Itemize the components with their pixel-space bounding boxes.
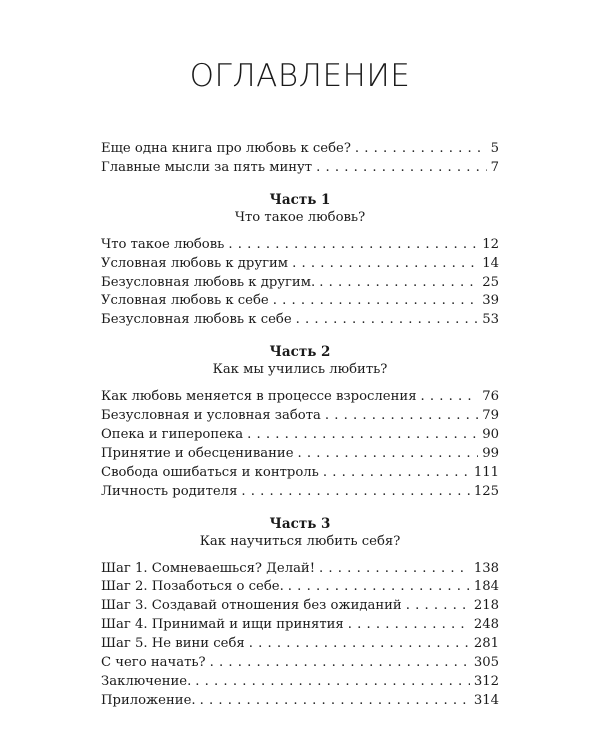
toc-entry-label: Условная любовь к другим <box>101 255 289 271</box>
part-subtitle: Как мы учились любить? <box>212 362 388 378</box>
toc-entry-page: 138 <box>473 560 499 576</box>
part-heading: Часть 1 <box>269 191 331 208</box>
page-title: ОГЛАВЛЕНИЕ <box>189 58 411 94</box>
toc-entry <box>101 445 499 464</box>
toc-entry <box>101 483 499 502</box>
toc-entry-page: 99 <box>482 445 499 461</box>
toc-entry <box>101 673 499 692</box>
dot-leader <box>406 597 470 616</box>
toc-entry-label: Шаг 3. Создавай отношения без ожиданий <box>101 598 402 614</box>
toc-entry-label: Шаг 2. Позаботься о себе. <box>101 579 284 595</box>
dot-leader <box>200 692 470 711</box>
dot-leader <box>247 426 478 445</box>
toc-entry <box>101 578 499 597</box>
dot-leader <box>241 483 469 502</box>
toc-entry-page: 248 <box>473 617 499 633</box>
part-header <box>101 191 499 227</box>
toc-entry-page: 218 <box>473 598 499 614</box>
dot-leader <box>355 140 487 159</box>
toc-entry-page: 14 <box>482 255 499 271</box>
toc-entry-page: 281 <box>473 636 499 652</box>
part-header <box>101 343 499 379</box>
toc-entry <box>101 426 499 445</box>
toc-entry-page: 90 <box>482 427 499 443</box>
toc-entry-label: Как любовь меняется в процессе взросления <box>101 389 417 405</box>
dot-leader <box>288 578 470 597</box>
toc-entry-label: Главные мысли за пять минут <box>101 159 313 175</box>
dot-leader <box>298 445 479 464</box>
toc-entry <box>101 236 499 255</box>
toc-entry <box>101 159 499 178</box>
toc-entry-label: Безусловная и условная забота <box>101 408 321 424</box>
toc-entry-page: 305 <box>473 655 499 671</box>
toc-entry <box>101 464 499 483</box>
toc-entry <box>101 311 499 330</box>
toc-entry <box>101 140 499 159</box>
dot-leader <box>210 654 470 673</box>
dot-leader <box>195 673 470 692</box>
toc-entry-label: Что такое любовь <box>101 236 225 252</box>
toc-entry <box>101 635 499 654</box>
table-of-contents <box>101 140 499 711</box>
toc-entry-page: 5 <box>490 141 499 156</box>
toc-entry-label: Свобода ошибаться и контроль <box>101 464 319 480</box>
toc-entry-page: 111 <box>473 464 499 480</box>
dot-leader <box>319 274 478 293</box>
dot-leader <box>292 255 478 274</box>
dot-leader <box>325 407 478 426</box>
toc-entry <box>101 388 499 407</box>
toc-entry-label: Шаг 1. Сомневаешься? Делай! <box>101 560 316 576</box>
toc-entry-page: 39 <box>482 293 499 309</box>
dot-leader <box>348 616 470 635</box>
toc-entry-label: Шаг 4. Принимай и ищи принятия <box>101 617 344 633</box>
toc-entry-label: Условная любовь к себе <box>101 293 269 309</box>
part-subtitle: Что такое любовь? <box>234 209 366 225</box>
toc-entry <box>101 654 499 673</box>
toc-entry-page: 79 <box>482 408 499 424</box>
toc-entry-label: Принятие и обесценивание <box>101 445 294 461</box>
toc-entry-page: 125 <box>473 483 499 499</box>
toc-entry-page: 312 <box>473 673 499 689</box>
toc-entry-page: 76 <box>482 389 499 405</box>
toc-entry-label: Приложение. <box>101 692 196 708</box>
dot-leader <box>296 311 479 330</box>
dot-leader <box>319 560 470 579</box>
dot-leader <box>249 635 470 654</box>
toc-entry-label: Еще одна книга про любовь к себе? <box>101 141 351 156</box>
toc-entry-label: Безусловная любовь к себе <box>101 312 292 328</box>
toc-entry-label: С чего начать? <box>101 655 206 671</box>
toc-entry-label: Безусловная любовь к другим. <box>101 274 316 290</box>
toc-entry-label: Личность родителя <box>101 483 238 499</box>
toc-entry-label: Заключение. <box>101 673 192 689</box>
toc-entry <box>101 292 499 311</box>
toc-entry <box>101 560 499 579</box>
dot-leader <box>316 159 487 178</box>
toc-entry <box>101 274 499 293</box>
toc-entry-page: 25 <box>482 274 499 290</box>
toc-entry-page: 53 <box>482 312 499 328</box>
dot-leader <box>273 292 478 311</box>
dot-leader <box>228 236 478 255</box>
toc-entry <box>101 692 499 711</box>
toc-entry-page: 314 <box>473 692 499 708</box>
dot-leader <box>323 464 470 483</box>
toc-entry <box>101 407 499 426</box>
part-heading: Часть 2 <box>269 344 331 361</box>
toc-entry-page: 184 <box>473 579 499 595</box>
toc-entry <box>101 597 499 616</box>
toc-entry-page: 7 <box>490 159 499 175</box>
dot-leader <box>421 388 479 407</box>
part-heading: Часть 3 <box>269 515 331 532</box>
toc-entry <box>101 255 499 274</box>
part-header <box>101 515 499 551</box>
toc-entry-label: Шаг 5. Не вини себя <box>101 636 245 652</box>
toc-entry <box>101 616 499 635</box>
part-subtitle: Как научиться любить себя? <box>199 533 401 549</box>
toc-entry-label: Опека и гиперопека <box>101 427 244 443</box>
toc-entry-page: 12 <box>482 236 499 252</box>
